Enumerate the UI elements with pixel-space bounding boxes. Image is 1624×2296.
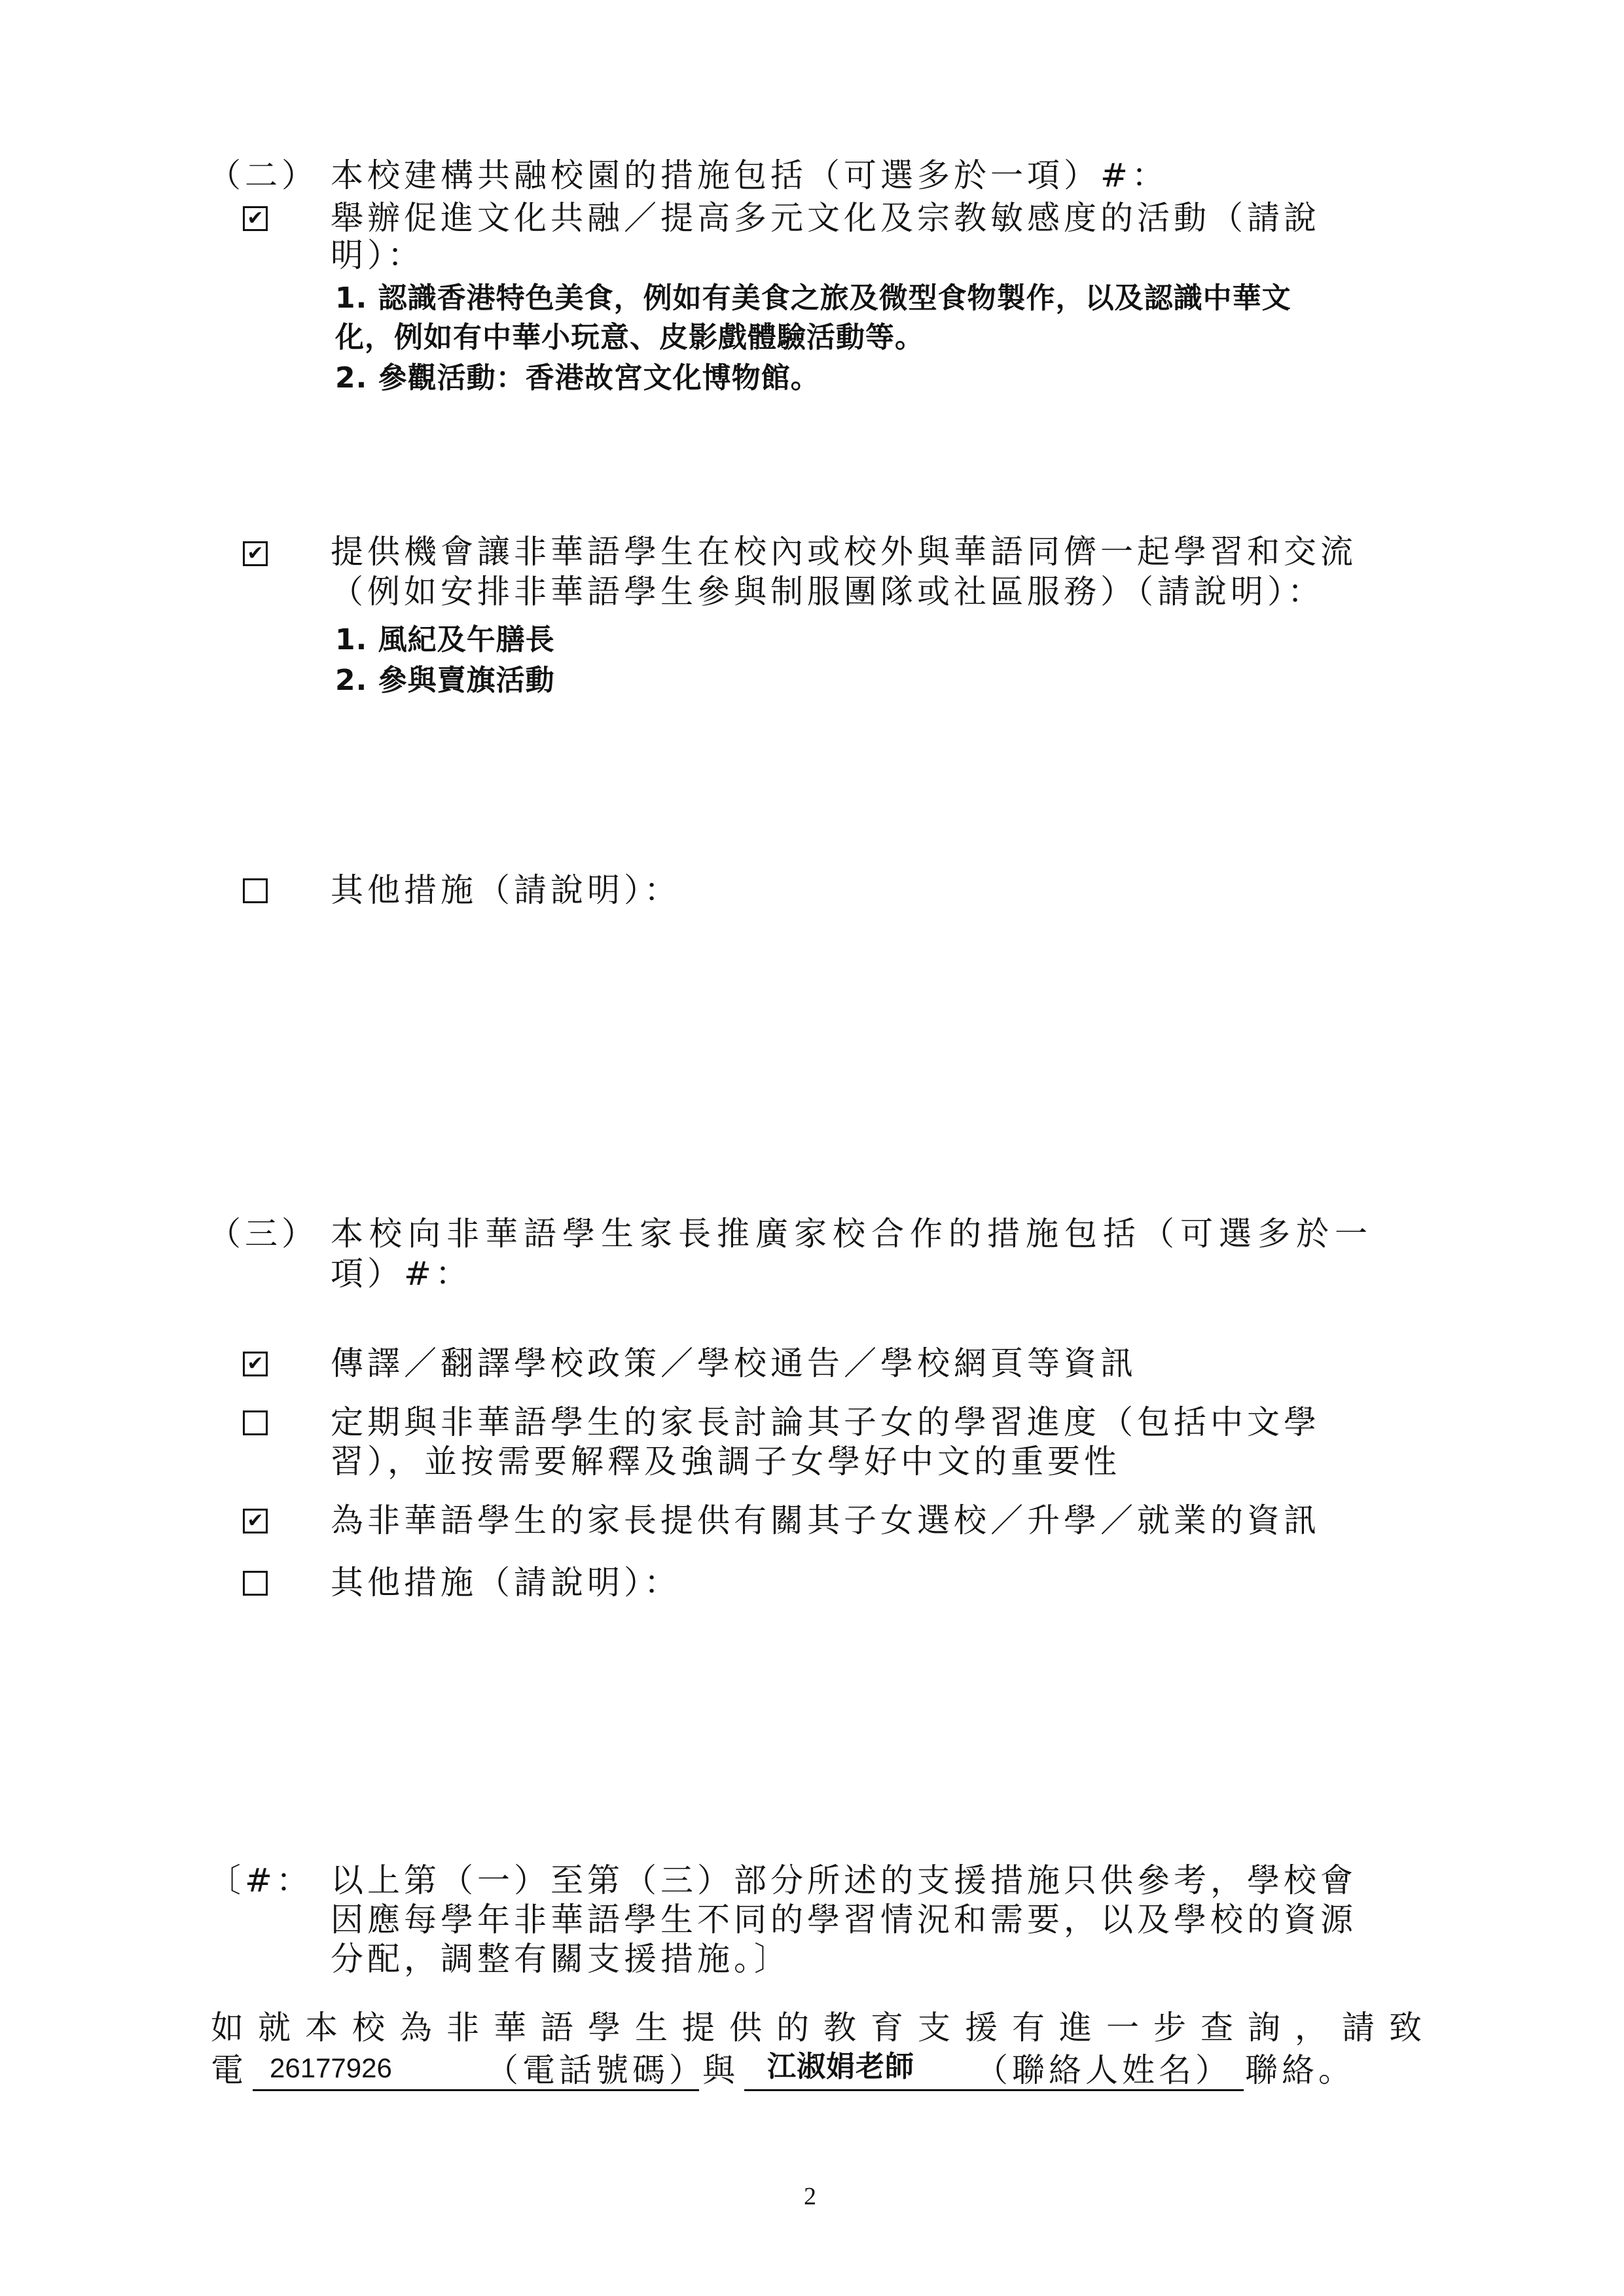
- phone-label: （電話號碼）: [486, 2051, 706, 2089]
- section2-label: （二）: [208, 156, 318, 194]
- note-line2: 因應每學年非華語學生不同的學習情況和需要，以及學校的資源: [331, 1901, 1357, 1939]
- note-line1: 以上第（一）至第（三）部分所述的支援措施只供參考，學校會: [331, 1861, 1357, 1899]
- section2-title: 本校建構共融校園的措施包括（可選多於一項）#：: [331, 156, 1168, 194]
- section2-item2-answer-line1: 1. 風紀及午膳長: [335, 623, 555, 656]
- section3-item1-text: 傳譯／翻譯學校政策／學校通告／學校網頁等資訊: [331, 1344, 1137, 1382]
- section3-item2-checkbox[interactable]: [243, 1410, 268, 1435]
- section3-item4-text: 其他措施（請說明）：: [331, 1564, 681, 1602]
- note-label: 〔#：: [208, 1861, 313, 1899]
- section2-item1-answer-line3: 2. 參觀活動：香港故宮文化博物館。: [335, 361, 820, 395]
- section2-item3-checkbox[interactable]: [243, 878, 268, 903]
- section3-item2-text-line1: 定期與非華語學生的家長討論其子女的學習進度（包括中文學: [331, 1403, 1320, 1441]
- section3-item1-checkbox[interactable]: [243, 1352, 268, 1376]
- section3-item2-text-line2: 習），並按需要解釋及強調子女學好中文的重要性: [331, 1443, 1121, 1480]
- section2-item2-checkbox[interactable]: [243, 541, 268, 566]
- contact-suffix: 聯絡。: [1245, 2051, 1355, 2089]
- contact-connector: 與: [702, 2051, 739, 2089]
- section3-title-line1: 本校向非華語學生家長推廣家校合作的措施包括（可選多於一: [331, 1215, 1373, 1253]
- contact-line1: 如就本校為非華語學生提供的教育支援有進一步查詢，請致: [211, 2009, 1436, 2047]
- section2-item2-text-line1: 提供機會讓非華語學生在校內或校外與華語同儕一起學習和交流: [331, 533, 1357, 571]
- phone-label-underline: [486, 2089, 699, 2091]
- section3-title-line2: 項）#：: [331, 1255, 472, 1293]
- check-icon: ✔: [247, 1509, 264, 1532]
- section3-item3-checkbox[interactable]: [243, 1509, 268, 1534]
- name-label: （聯絡人姓名）: [975, 2051, 1232, 2089]
- phone-underline: [253, 2089, 486, 2091]
- contact-prefix: 電: [211, 2051, 247, 2089]
- section2-item2-text-line2: （例如安排非華語學生參與制服團隊或社區服務）（請說明）：: [331, 573, 1324, 611]
- section2-item1-answer-line1: 1. 認識香港特色美食，例如有美食之旅及微型食物製作，以及認識中華文: [335, 281, 1291, 315]
- section2-item1-text-line2: 明）：: [331, 236, 424, 274]
- phone-value[interactable]: 26177926: [270, 2053, 392, 2083]
- check-icon: ✔: [247, 207, 264, 230]
- section2-item3-text: 其他措施（請說明）：: [331, 871, 681, 909]
- note-line3: 分配，調整有關支援措施。〕: [331, 1940, 791, 1978]
- section2-item1-checkbox[interactable]: [243, 206, 268, 231]
- check-icon: ✔: [247, 1352, 264, 1375]
- section2-item1-answer-line2: 化，例如有中華小玩意、皮影戲體驗活動等。: [335, 321, 924, 354]
- section2-item2-answer-line2: 2. 參與賣旗活動: [335, 664, 555, 697]
- section3-item3-text: 為非華語學生的家長提供有關其子女選校／升學／就業的資訊: [331, 1501, 1320, 1539]
- check-icon: ✔: [247, 542, 264, 565]
- section3-item4-checkbox[interactable]: [243, 1571, 268, 1596]
- section3-label: （三）: [208, 1215, 318, 1253]
- contact-name-value[interactable]: 江淑娟老師: [767, 2050, 914, 2083]
- section2-item1-text-line1: 舉辦促進文化共融／提高多元文化及宗教敏感度的活動（請說: [331, 199, 1320, 237]
- page-number: 2: [804, 2183, 816, 2210]
